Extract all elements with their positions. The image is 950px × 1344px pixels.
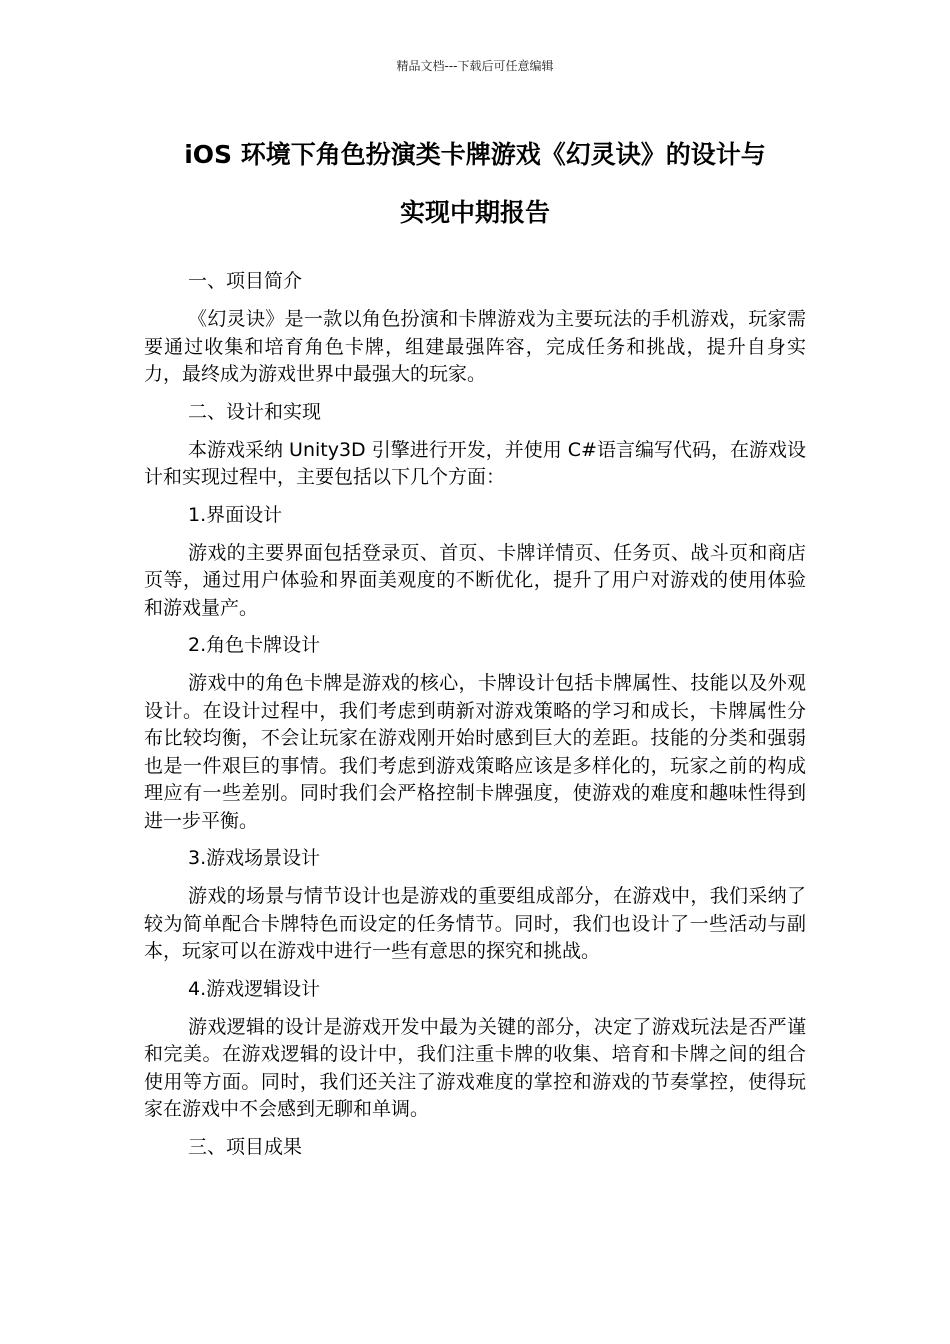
subsection-heading-scene: 3.游戏场景设计	[188, 847, 321, 869]
section-heading-design: 二、设计和实现	[188, 400, 322, 423]
paragraph-ui: 游戏的主要界面包括登录页、首页、卡牌详情页、任务页、战斗页和商店页等，通过用户体验和界面美观度的不断优化，提升了用户对游戏的使用体验和游戏量产。	[144, 541, 806, 619]
document-body	[144, 268, 806, 1172]
section-heading-results: 三、项目成果	[188, 1135, 303, 1158]
paragraph-intro: 《幻灵诀》是一款以角色扮演和卡牌游戏为主要玩法的手机游戏，玩家需要通过收集和培育角色卡牌，组建最强阵容，完成任务和挑战，提升自身实力，最终成为游戏世界中最强大的玩家。	[144, 308, 806, 385]
paragraph-logic: 游戏逻辑的设计是游戏开发中最为关键的部分，决定了游戏玩法是否严谨和完美。在游戏逻辑的设计中，我们注重卡牌的收集、培育和卡牌之间的组合使用等方面。同时，我们还关注了游戏难度的掌控和游戏的节奏掌控，使得玩家在游戏中不会感到无聊和单调。	[144, 1015, 806, 1120]
paragraph-design: 本游戏采纳 Unity3D 引擎进行开发，并使用 C#语言编写代码，在游戏设计和实现过程中，主要包括以下几个方面：	[144, 438, 806, 488]
document-title-line-2: 实现中期报告	[399, 198, 550, 227]
subsection-heading-ui: 1.界面设计	[188, 503, 283, 526]
document-title-line-1: iOS 环境下角色扮演类卡牌游戏《幻灵诀》的设计与	[184, 140, 766, 169]
section-heading-intro: 一、项目简介	[188, 270, 303, 292]
subsection-heading-card: 2.角色卡牌设计	[188, 634, 321, 656]
paragraph-card: 游戏中的角色卡牌是游戏的核心，卡牌设计包括卡牌属性、技能以及外观设计。在设计过程中，我们考虑到萌新对游戏策略的学习和成长，卡牌属性分布比较均衡，不会让玩家在游戏刚开始时感到巨大的差距。技能的分类和强弱也是一件艰巨的事情。我们考虑到游戏策略应该是多样化的，玩家之前的构成理应有一些差别。同时我们会严格控制卡牌强度，使游戏的难度和趣味性得到进一步平衡。	[144, 672, 806, 832]
subsection-heading-logic: 4.游戏逻辑设计	[188, 977, 321, 1000]
header-note: 精品文档---下载后可任意编辑	[396, 59, 554, 73]
paragraph-scene: 游戏的场景与情节设计也是游戏的重要组成部分，在游戏中，我们采纳了较为简单配合卡牌特色而设定的任务情节。同时，我们也设计了一些活动与副本，玩家可以在游戏中进行一些有意思的探究和挑战。	[144, 885, 806, 962]
